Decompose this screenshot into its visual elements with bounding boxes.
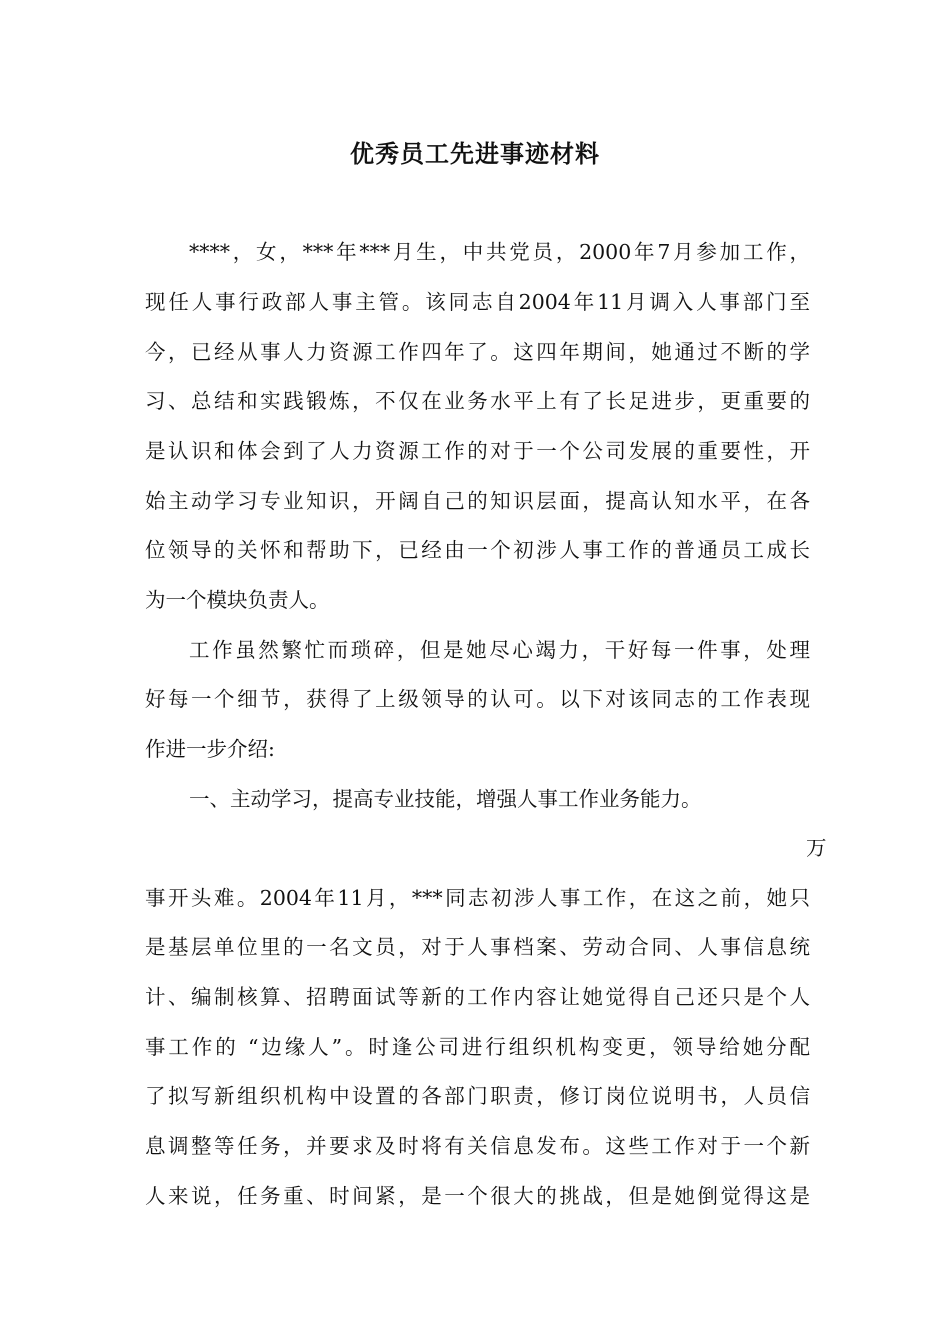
text-line: 现任人事行政部人事主管。该同志自2004年11月调入人事部门至 — [145, 290, 810, 314]
text-line: 始主动学习专业知识，开阔自己的知识层面，提高认知水平，在各 — [145, 489, 810, 513]
text-line: 习、总结和实践锻炼，不仅在业务水平上有了长足进步，更重要的 — [145, 389, 810, 413]
section-heading: 一、主动学习，提高专业技能，增强人事工作业务能力。 — [189, 787, 702, 811]
text-line: 计、编制核算、招聘面试等新的工作内容让她觉得自己还只是个人 — [145, 985, 810, 1009]
text-line: 事工作的 “边缘人”。时逢公司进行组织机构变更，领导给她分配 — [145, 1035, 810, 1059]
document-title: 优秀员工先进事迹材料 — [350, 140, 600, 168]
text-line: 作进一步介绍: — [145, 737, 275, 761]
text-line: 事开头难。2004年11月，***同志初涉人事工作，在这之前，她只 — [145, 886, 810, 910]
text-line: 今，已经从事人力资源工作四年了。这四年期间，她通过不断的学 — [145, 340, 810, 364]
text-line: 为一个模块负责人。 — [145, 588, 330, 612]
text-line: 工作虽然繁忙而琐碎，但是她尽心竭力，干好每一件事，处理 — [189, 638, 810, 662]
text-line: 位领导的关怀和帮助下，已经由一个初涉人事工作的普通员工成长 — [145, 538, 810, 562]
text-line: 息调整等任务，并要求及时将有关信息发布。这些工作对于一个新 — [145, 1134, 810, 1158]
text-line: 是基层单位里的一名文员，对于人事档案、劳动合同、人事信息统 — [145, 935, 810, 959]
text-line: 人来说，任务重、时间紧，是一个很大的挑战，但是她倒觉得这是 — [145, 1184, 810, 1208]
text-line: 好每一个细节，获得了上级领导的认可。以下对该同志的工作表现 — [145, 687, 810, 711]
text-line: 是认识和体会到了人力资源工作的对于一个公司发展的重要性，开 — [145, 439, 810, 463]
text-line: 万 — [806, 836, 827, 860]
text-line: 了拟写新组织机构中设置的各部门职责，修订岗位说明书，人员信 — [145, 1084, 810, 1108]
text-line: ****，女，***年***月生，中共党员，2000年7月参加工作， — [189, 240, 810, 264]
